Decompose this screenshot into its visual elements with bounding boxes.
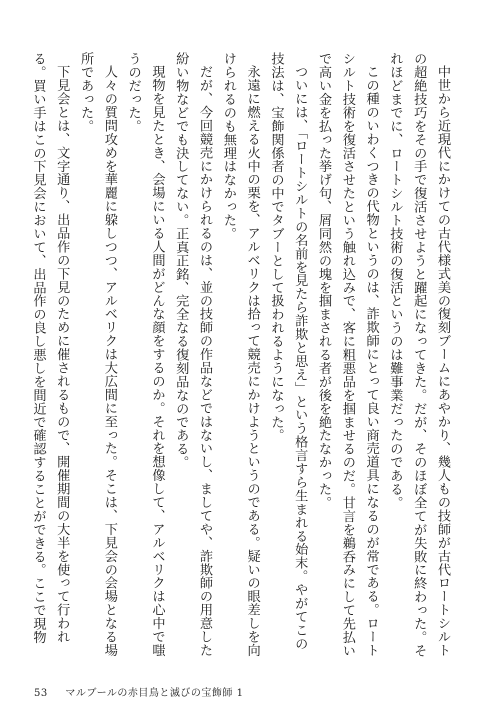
paragraph: だが、今回競売にかけられるのは、並の技師の作品などではないし、ましてや、詐欺師の用意した紛い物などでも決してない。正真正銘、完全なる復刻品なのである。 (173, 52, 213, 657)
page-footer (34, 684, 243, 699)
paragraph: 現物を見たとき、会場にいる人間がどんな顔をするのか。それを想像して、アルベリクは心中で嗤うのだった。 (125, 52, 165, 657)
book-title: マルブールの赤目鳥と滅びの宝飾師 1 (65, 688, 244, 699)
vertical-body-text (30, 52, 454, 660)
page-number: 53 (34, 688, 48, 699)
paragraph: この種のいわくつきの代物というのは、詐欺師にとって良い商売道具になるのが常である。ロートシルト技術を復活させたという触れ込みで、客に粗悪品を掴ませるのだ。甘言を鵜呑みにして先払いで高い金を払った挙げ句、屑同然の塊を掴まされる者が後を絶たなかった。 (316, 52, 379, 658)
paragraph: 中世から近現代にかけての古代様式美の復刻ブームにあやかり、幾人もの技師が古代ロートシルトの超絶技巧をその手で復活させようと躍起になってきた。だが、そのほぼ全てが失敗に終わった。それほどまでに、ロートシルト技術の復活というのは難事業だったのである。 (387, 52, 450, 658)
paragraph: 下見会とは、文字通り、出品作の下見のために催されるもので、開催期間の大半を使って行われる。買い手はこの下見会において、出品作の良し悪しを間近で確認することができる。ここで現物 (30, 52, 70, 644)
paragraph: 永遠に燃える火中の栗を、アルベリクは拾って競売にかけようというのである。疑いの眼差しを向けられるのも無理はなかった。 (220, 52, 260, 657)
paragraph: ついには、「ロートシルトの名前を見たら詐欺と思え」という格言すら生まれる始末。やがてこの技法は、宝飾関係者の中でタブーとして扱われるようになった。 (268, 52, 308, 651)
paragraph: 人々の質問攻めを華麗に躱しつつ、アルベリクは大広間に至った。そこは、下見会の会場となる場所であった。 (78, 52, 117, 657)
